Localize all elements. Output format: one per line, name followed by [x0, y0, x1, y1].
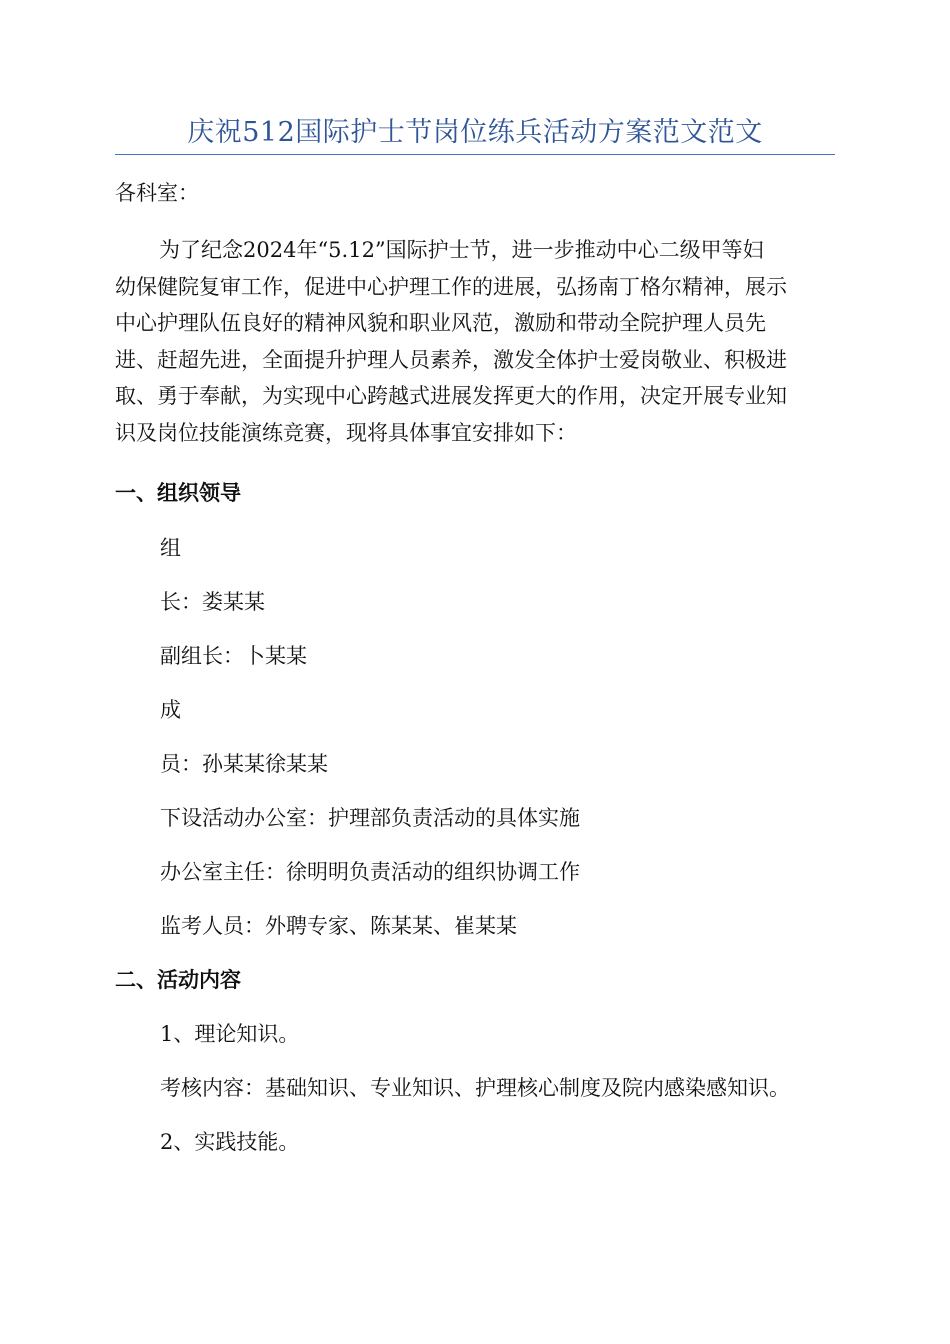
org-line: 监考人员：外聘专家、陈某某、崔某某 [160, 914, 517, 938]
salutation: 各科室： [115, 181, 199, 205]
org-line: 组 [160, 536, 181, 560]
activity-line: 2、实践技能。 [160, 1130, 300, 1154]
activity-line: 考核内容：基础知识、专业知识、护理核心制度及院内感染感知识。 [160, 1076, 790, 1100]
title-underline [115, 154, 835, 155]
section-heading-activities: 二、活动内容 [115, 968, 241, 992]
document-title: 庆祝512国际护士节岗位练兵活动方案范文范文 [187, 117, 763, 148]
intro-line: 幼保健院复审工作，促进中心护理工作的进展，弘扬南丁格尔精神，展示 [115, 274, 787, 299]
intro-line: 识及岗位技能演练竞赛，现将具体事宜安排如下： [115, 420, 577, 445]
activity-line: 1、理论知识。 [160, 1022, 300, 1046]
org-line: 员：孙某某徐某某 [160, 752, 328, 776]
org-line: 副组长：卜某某 [160, 644, 307, 668]
intro-line: 进、赶超先进，全面提升护理人员素养，激发全体护士爱岗敬业、积极进 [115, 347, 787, 372]
org-line: 办公室主任：徐明明负责活动的组织协调工作 [160, 860, 580, 884]
section-heading-organization: 一、组织领导 [115, 481, 241, 505]
intro-paragraph [115, 232, 835, 452]
org-line: 下设活动办公室：护理部负责活动的具体实施 [160, 806, 580, 830]
intro-line: 取、勇于奉献，为实现中心跨越式进展发挥更大的作用，决定开展专业知 [115, 384, 787, 409]
intro-line: 为了纪念2024年“5.12”国际护士节，进一步推动中心二级甲等妇 [159, 238, 764, 262]
org-line: 长：娄某某 [160, 590, 265, 614]
org-line: 成 [160, 698, 181, 722]
intro-line: 中心护理队伍良好的精神风貌和职业风范，激励和带动全院护理人员先 [115, 311, 766, 336]
